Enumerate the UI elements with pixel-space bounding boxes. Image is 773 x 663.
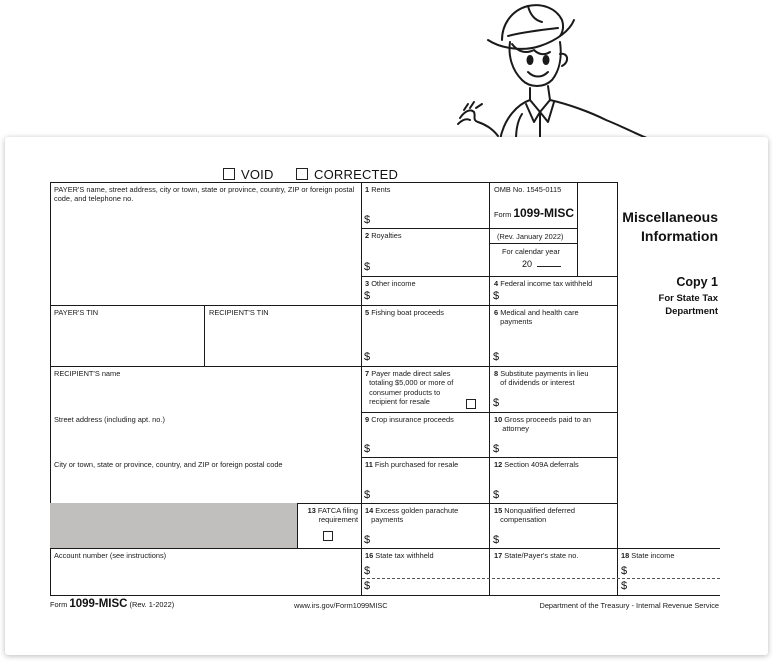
box14-dollar: $ (364, 534, 371, 546)
box7-checkbox[interactable] (466, 399, 476, 409)
box18-label: 18 State income (621, 551, 675, 560)
box6-dollar: $ (493, 351, 500, 363)
box15-dollar: $ (493, 534, 500, 546)
footer-form-name: Form 1099-MISC (Rev. 1-2022) (50, 598, 175, 610)
calendar-year-field[interactable]: 20 (522, 258, 561, 270)
omb-form-name: Form 1099-MISC (494, 206, 575, 220)
corrected-label: CORRECTED (314, 166, 399, 182)
box13-label: 13 FATCA filing requirement (307, 506, 358, 525)
box5-dollar: $ (364, 351, 371, 363)
box17-label: 17 State/Payer's state no. (494, 551, 579, 560)
copy-subtitle: For State Tax Department (658, 293, 718, 317)
box7-label: 7 Payer made direct sales totaling $5,000 or more of consumer products to recipient for resale (365, 369, 454, 406)
account-number-label: Account number (see instructions) (54, 551, 167, 560)
box14-label: 14 Excess golden parachute payments (365, 506, 459, 525)
city-label: City or town, state or province, country, and ZIP or foreign postal code (54, 460, 283, 469)
box6-label: 6 Medical and health care payments (494, 308, 579, 327)
box10-label: 10 Gross proceeds paid to an attorney (494, 415, 591, 434)
box4-dollar: $ (493, 290, 500, 302)
fatca-checkbox[interactable] (323, 531, 333, 541)
box4-label: 4 Federal income tax withheld (494, 279, 593, 288)
box16-label: 16 State tax withheld (365, 551, 434, 560)
box18-dollar-2: $ (621, 580, 628, 592)
box12-dollar: $ (493, 489, 500, 501)
omb-number: OMB No. 1545-0115 (494, 185, 562, 194)
payer-tin-label: PAYER'S TIN (54, 308, 99, 317)
calendar-year-label: For calendar year (502, 247, 560, 256)
recipient-tin-label: RECIPIENT'S TIN (209, 308, 269, 317)
corrected-checkbox[interactable] (296, 167, 398, 181)
box18-dollar-1: $ (621, 565, 628, 577)
box16-dollar-1: $ (364, 565, 371, 577)
recipient-name-label: RECIPIENT'S name (54, 369, 121, 378)
form-title: Miscellaneous Information (622, 209, 718, 244)
box2-dollar: $ (364, 261, 371, 273)
box9-dollar: $ (364, 443, 371, 455)
box11-label: 11 Fish purchased for resale (365, 460, 459, 469)
box8-dollar: $ (493, 397, 500, 409)
box3-label: 3 Other income (365, 279, 416, 288)
box16-dollar-2: $ (364, 580, 371, 592)
omb-revision: (Rev. January 2022) (497, 232, 564, 241)
void-label: VOID (241, 166, 274, 182)
box9-label: 9 Crop insurance proceeds (365, 415, 454, 424)
shaded-area (50, 503, 297, 548)
void-checkbox-square[interactable] (223, 168, 235, 180)
box10-dollar: $ (493, 443, 500, 455)
copy-title: Copy 1 (676, 275, 718, 289)
box1-dollar: $ (364, 214, 371, 226)
footer-url[interactable]: www.irs.gov/Form1099MISC (294, 601, 388, 610)
box12-label: 12 Section 409A deferrals (494, 460, 579, 469)
box3-dollar: $ (364, 290, 371, 302)
box15-label: 15 Nonqualified deferred compensation (494, 506, 575, 525)
street-address-label: Street address (including apt. no.) (54, 415, 165, 424)
payer-name-label: PAYER'S name, street address, city or town, state or province, country, ZIP or foreign postal code, and telephone no. (54, 185, 355, 204)
footer-department: Department of the Treasury - Internal Revenue Service (539, 601, 719, 610)
box5-label: 5 Fishing boat proceeds (365, 308, 444, 317)
box1-label: 1 Rents (365, 185, 391, 194)
box11-dollar: $ (364, 489, 371, 501)
box8-label: 8 Substitute payments in lieu of dividends or interest (494, 369, 589, 388)
box2-label: 2 Royalties (365, 231, 402, 240)
void-checkbox[interactable] (223, 167, 274, 181)
corrected-checkbox-square[interactable] (296, 168, 308, 180)
